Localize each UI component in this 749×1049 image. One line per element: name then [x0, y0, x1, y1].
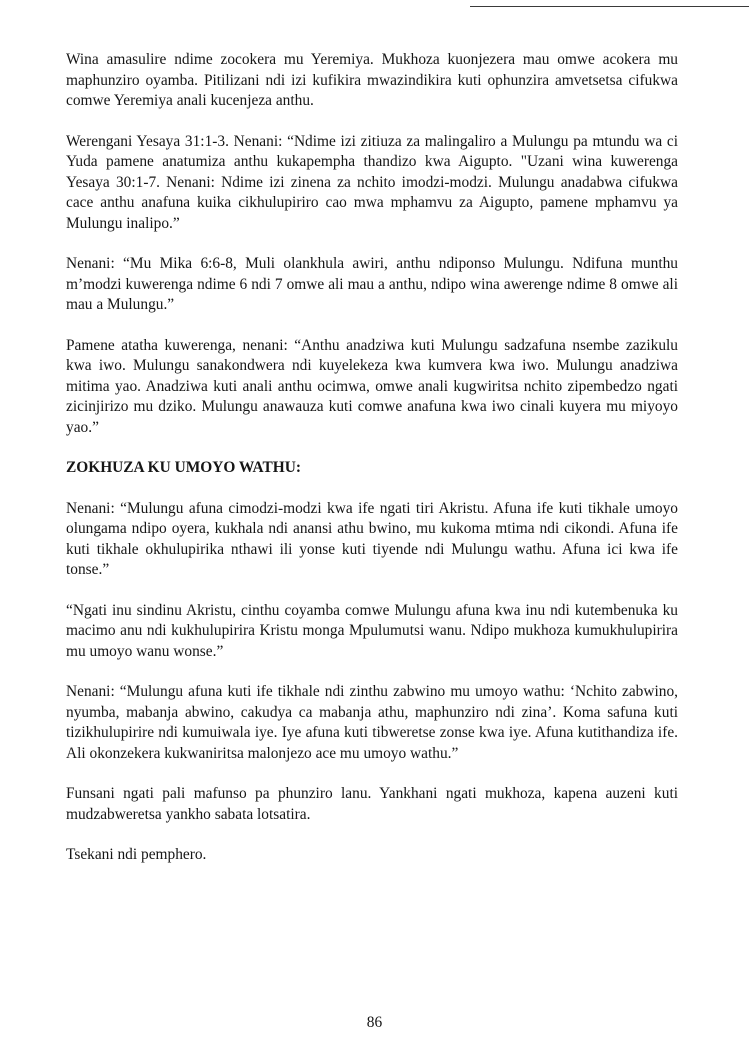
paragraph-intro: Wina amasulire ndime zocokera mu Yeremiya. Mukhoza kuonjezera mau omwe acokera mu maphunziro oyamba. Pitilizani ndi izi kufikira mwazindikira kuti ophunzira amvetsetsa cifukwa comwe Yeremiya anali kucenjeza anthu.	[66, 51, 678, 109]
paragraph-mika: Nenani: “Mu Mika 6:6-8, Muli olankhula awiri, anthu ndiponso Mulungu. Ndifuna munthu m’modzi kuwerenga ndime 6 ndi 7 omwe ali mau a anthu, ndipo wina awerenge ndime 8 omwe ali mau a Mulungu.”	[66, 255, 678, 313]
page-number: 86	[366, 1014, 383, 1031]
paragraph-funsani: Funsani ngati pali mafunso pa phunziro lanu. Yankhani ngati mukhoza, kapena auzeni kuti mudzabweretsa yankho sabata lotsatira.	[66, 785, 678, 823]
paragraph-after-reading: Pamene atatha kuwerenga, nenani: “Anthu anadziwa kuti Mulungu sadzafuna nsembe zazikulu kwa iwo. Mulungu sanakondwera ndi kuyelekeza kwa kumvera kwa iwo. Mulungu anadziwa mitima yao. Anadziwa kuti anali anthu ocimwa, omwe anali kugwiritsa nchito zipembedzo ngati zicinjirizo mu dziko. Mulungu anawauza kuti comwe anafuna kwa iwo cinali kuyera mu miyoyo yao.”	[66, 336, 678, 436]
paragraph-closing: Tsekani ndi pemphero.	[66, 846, 207, 863]
paragraph-zinthu-zabwino: Nenani: “Mulungu afuna kuti ife tikhale ndi zinthu zabwino mu umoyo wathu: ‘Nchito zabwino, nyumba, mabanja abwino, cakudya ca mabanja athu, maphunziro ndi zina’. Koma safuna kuti tizikhulupirire ndi kumuiwala iye. Iye afuna kuti tibweretse zonse kwa iye. Afuna kutithandiza ife. Ali okonzekera kukwaniritsa malonjezo ace mu umoyo wathu.”	[66, 683, 678, 762]
paragraph-ngati-inu: “Ngati inu sindinu Akristu, cinthu coyamba comwe Mulungu afuna kwa inu ndi kutembenuka ku macimo anu ndi kukhulupirira Kristu monga Mpulumutsi wanu. Ndipo mukhoza kumukhulupirira mu umoyo wanu wonse.”	[66, 601, 678, 660]
section-heading: ZOKHUZA KU UMOYO WATHU:	[66, 459, 302, 476]
paragraph-yesaya: Werengani Yesaya 31:1-3. Nenani: “Ndime izi zitiuza za malingaliro a Mulungu pa mtundu wa ci Yuda pamene anatumiza anthu kukapempha thandizo kwa Aigupto. "Uzani wina kuwerenga Yesaya 30:1-7. Nenani: Ndime izi zinena za nchito imodzi-modzi. Mulungu anadabwa cifukwa cace anthu anafuna kuika cikhulupiriro cao mwa mphamvu za Aigupto, pamene mphamvu ya Mulungu inalipo.”	[66, 132, 678, 232]
paragraph-mulungu-afuna: Nenani: “Mulungu afuna cimodzi-modzi kwa ife ngati tiri Akristu. Afuna ife kuti tikhale umoyo olungama ndipo oyera, kukhala ndi anansi athu bwino, mu kukoma mtima ndi cikondi. Afuna ife kuti tikhale okhulupirika nthawi ili yonse kuti tiyende ndi Mulungu wathu. Afuna ici kwa ife tonse.”	[66, 499, 678, 578]
top-rule-line	[470, 6, 749, 7]
page-body	[66, 50, 678, 866]
